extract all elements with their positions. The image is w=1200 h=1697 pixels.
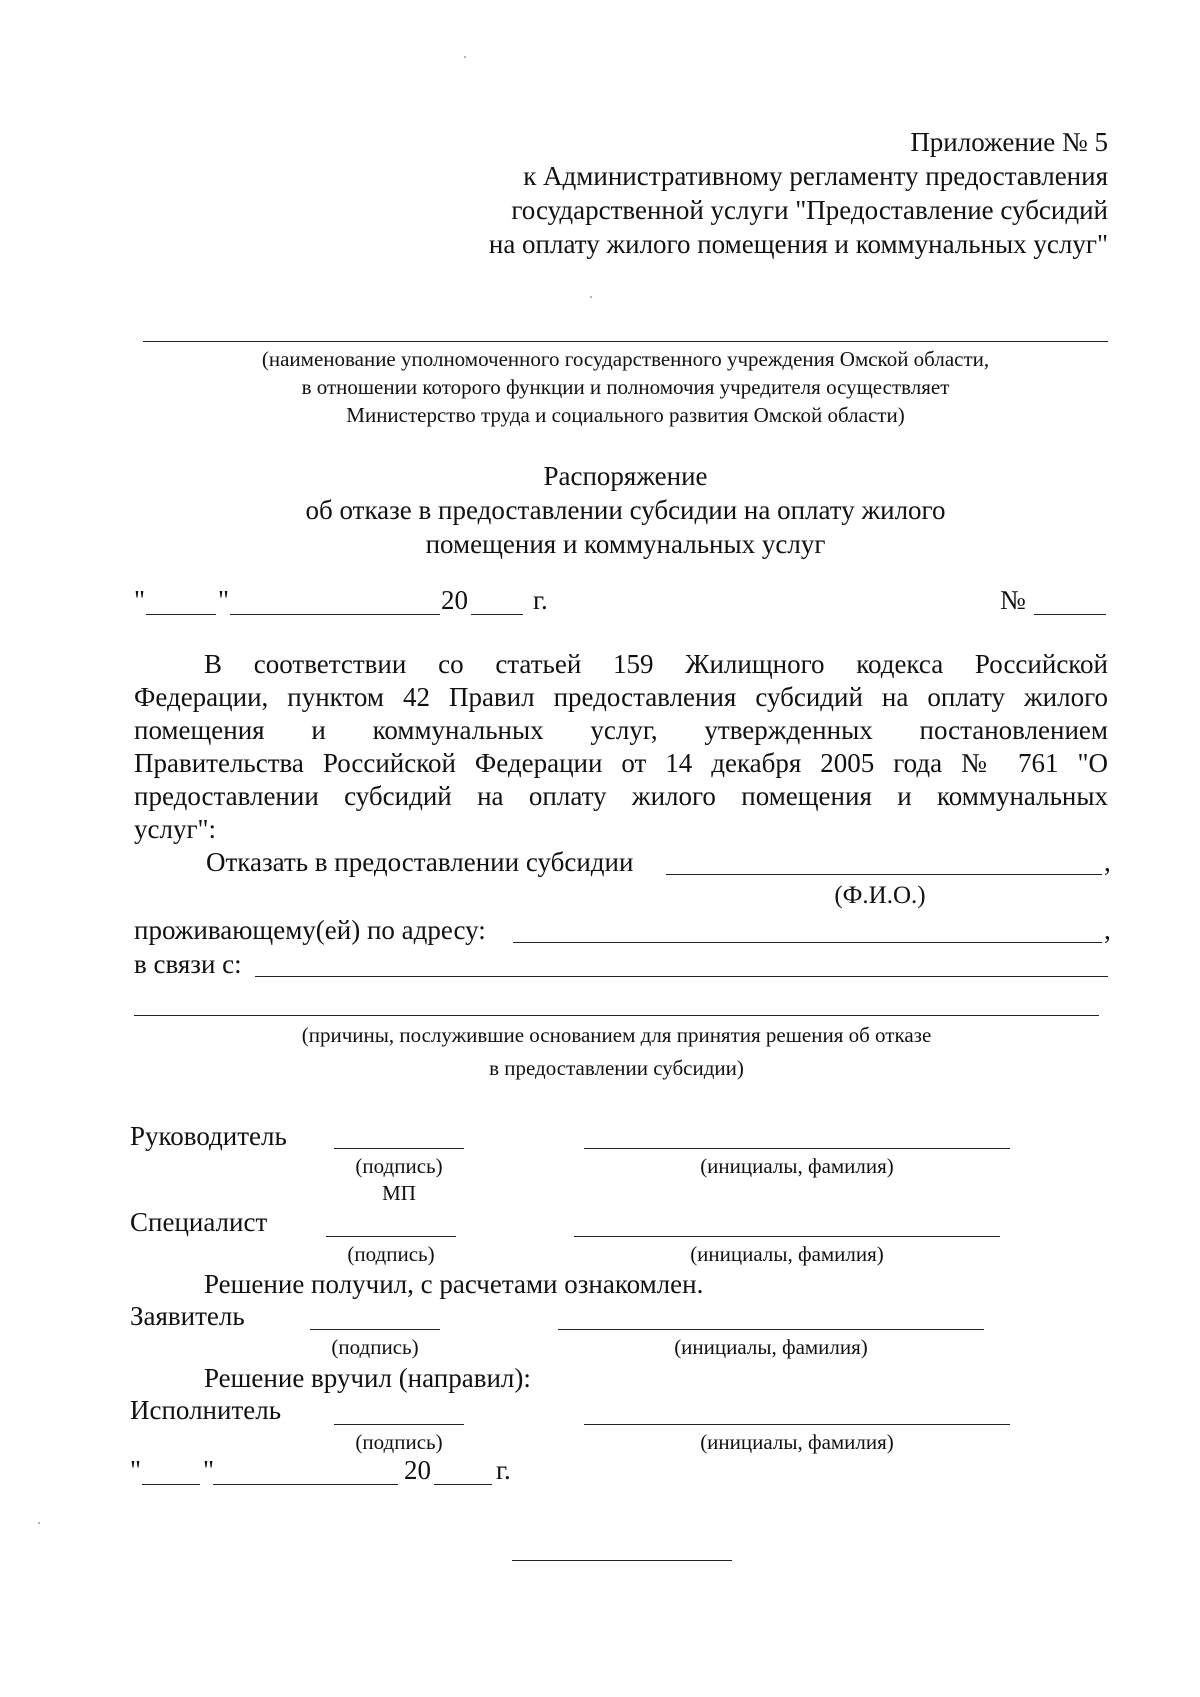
scan-speck [464,56,466,58]
specialist-label: Специалист [130,1207,268,1237]
refuse-comma: , [1104,847,1111,877]
executor-name-caption: (инициалы, фамилия) [700,1430,894,1454]
reason-field-line-2[interactable] [134,1015,1099,1016]
appendix-number: Приложение № 5 [910,127,1108,157]
head-signature-caption: (подпись) [355,1154,443,1178]
footer-date-quote-open: " [130,1455,142,1485]
applicant-signature-field[interactable] [310,1329,440,1330]
reason-caption-line-2: в предоставлении субсидии) [489,1056,744,1080]
document-subtitle-line-1: об отказе в предоставлении субсидии на оплату жилого [305,495,946,525]
address-field[interactable] [513,942,1102,943]
reason-field[interactable] [255,976,1108,977]
executor-name-field[interactable] [584,1424,1010,1425]
org-caption-line-3: Министерство труда и социального развития Омской области) [346,403,905,427]
specialist-signature-caption: (подпись) [347,1242,435,1266]
body-line-2: Федерации, пунктом 42 Правил предоставления субсидий на оплату жилого [134,682,1108,712]
body-line-4: Правительства Российской Федерации от 14 декабря 2005 года № 761 "О [134,748,1108,778]
body-line-3: помещения и коммунальных услуг, утвержденных постановлением [134,715,1108,745]
stamp-label: МП [382,1181,416,1205]
number-field[interactable] [1034,614,1106,615]
address-label: проживающему(ей) по адресу: [134,915,486,945]
footer-date-century: 20 [404,1455,431,1485]
footer-date-year-suffix: г. [496,1455,511,1485]
specialist-name-caption: (инициалы, фамилия) [690,1242,884,1266]
head-name-caption: (инициалы, фамилия) [700,1154,894,1178]
date-month-field[interactable] [230,614,440,615]
fio-caption: (Ф.И.О.) [834,882,926,909]
scan-speck [38,1522,40,1524]
head-signature-field[interactable] [334,1148,464,1149]
date-quote-close: " [218,585,230,615]
appendix-line-3: государственной услуги "Предоставление субсидий [511,195,1108,225]
executor-label: Исполнитель [130,1395,282,1425]
body-line-6: услуг": [134,814,217,844]
number-label: № [1000,585,1026,615]
executor-signature-field[interactable] [334,1424,464,1425]
head-name-field[interactable] [584,1148,1010,1149]
date-day-field[interactable] [146,614,216,615]
footer-date-year-field[interactable] [434,1484,492,1485]
specialist-name-field[interactable] [574,1236,1000,1237]
reason-label: в связи с: [134,949,242,979]
org-caption-line-2: в отношении которого функции и полномочия учредителя осуществляет [301,375,950,399]
applicant-name-field[interactable] [558,1329,984,1330]
appendix-line-2: к Административному регламенту предоставления [523,161,1108,191]
document-subtitle-line-2: помещения и коммунальных услуг [425,529,826,559]
applicant-name-caption: (инициалы, фамилия) [674,1335,868,1359]
document-title: Распоряжение [543,461,708,491]
address-comma: , [1104,915,1111,945]
footer-date-month-field[interactable] [213,1484,398,1485]
refuse-label: Отказать в предоставлении субсидии [206,847,634,877]
body-line-5: предоставлении субсидий на оплату жилого помещения и коммунальных [134,781,1108,811]
closing-separator [512,1560,732,1561]
footer-date-day-field[interactable] [142,1484,200,1485]
executor-signature-caption: (подпись) [355,1430,443,1454]
applicant-signature-caption: (подпись) [331,1335,419,1359]
body-line-1: В соответствии со статьей 159 Жилищного кодекса Российской [204,649,1108,679]
date-year-field[interactable] [471,614,523,615]
org-caption-line-1: (наименование уполномоченного государственного учреждения Омской области, [261,347,990,371]
specialist-signature-field[interactable] [326,1236,456,1237]
date-century: 20 [441,585,468,615]
date-quote-open: " [134,585,146,615]
org-name-field[interactable] [143,341,1108,342]
received-text: Решение получил, с расчетами ознакомлен. [204,1269,704,1299]
applicant-label: Заявитель [130,1301,245,1331]
reason-caption-line-1: (причины, послужившие основанием для принятия решения об отказе [301,1023,932,1047]
footer-date-quote-close: " [203,1455,215,1485]
head-label: Руководитель [130,1121,287,1151]
fio-field[interactable] [666,874,1102,875]
appendix-line-4: на оплату жилого помещения и коммунальных услуг" [488,229,1108,259]
date-year-suffix: г. [533,585,548,615]
delivered-text: Решение вручил (направил): [204,1363,531,1393]
scan-speck [590,296,592,298]
